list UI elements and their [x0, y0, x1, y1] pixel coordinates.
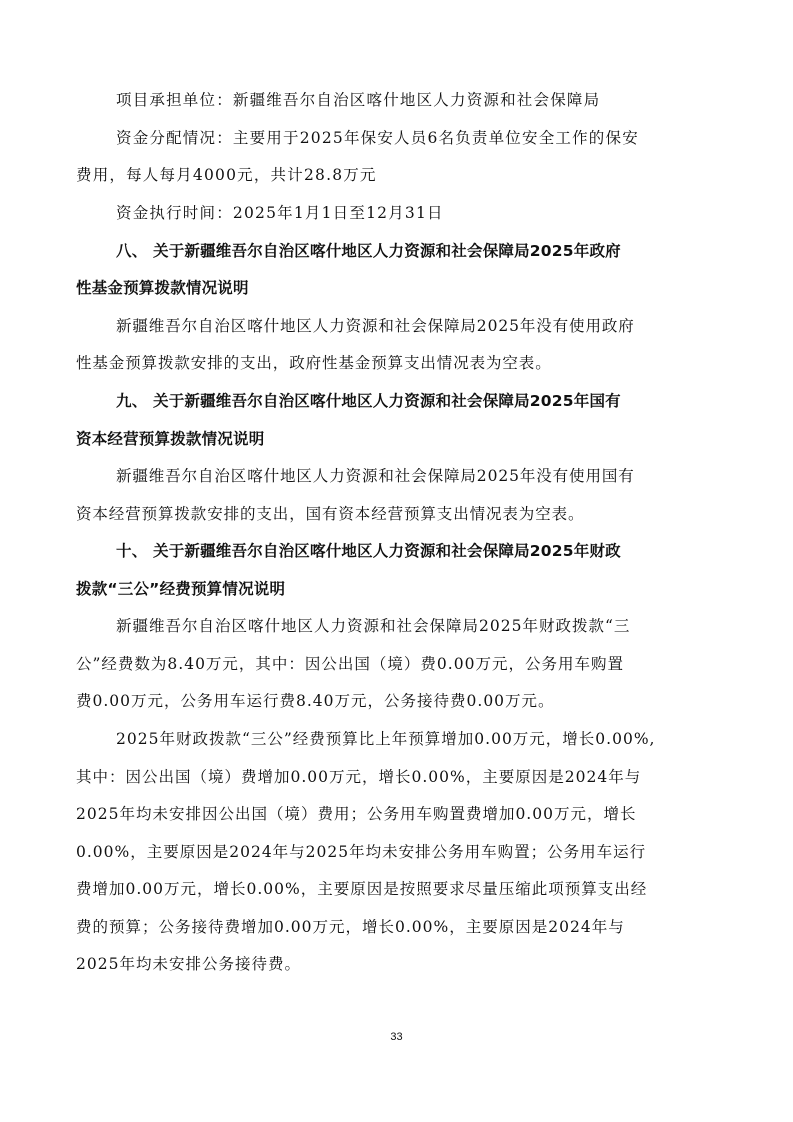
three-public-compare-cont-1: 其中：因公出国（境）费增加0.00万元，增长0.00%，主要原因是2024年与 [76, 768, 642, 786]
section-9-body: 新疆维吾尔自治区喀什地区人力资源和社会保障局2025年没有使用国有 [116, 467, 635, 485]
section-8-body-cont: 性基金预算拨款安排的支出，政府性基金预算支出情况表为空表。 [76, 354, 552, 372]
section-10-body-cont-2: 费0.00万元，公务用车运行费8.40万元，公务接待费0.00万元。 [76, 692, 555, 710]
three-public-compare-cont-2: 2025年均未安排因公出国（境）费用；公务用车购置费增加0.00万元，增长 [76, 805, 637, 823]
section-8-body: 新疆维吾尔自治区喀什地区人力资源和社会保障局2025年没有使用政府 [116, 317, 635, 335]
three-public-compare-line: 2025年财政拨款“三公”经费预算比上年预算增加0.00万元，增长0.00%, [116, 730, 656, 748]
section-8-heading-cont: 性基金预算拨款情况说明 [76, 279, 249, 297]
section-10-body-cont-1: 公”经费数为8.40万元，其中：因公出国（境）费0.00万元，公务用车购置 [76, 655, 624, 673]
section-8-heading: 八、 关于新疆维吾尔自治区喀什地区人力资源和社会保障局2025年政府 [116, 242, 621, 260]
section-9-body-cont: 资本经营预算拨款安排的支出，国有资本经营预算支出情况表为空表。 [76, 505, 585, 523]
fund-allocation-line: 资金分配情况：主要用于2025年保安人员6名负责单位安全工作的保安 [116, 129, 639, 147]
section-10-body: 新疆维吾尔自治区喀什地区人力资源和社会保障局2025年财政拨款“三 [116, 617, 631, 635]
fund-allocation-line-cont: 费用，每人每月4000元，共计28.8万元 [76, 166, 377, 184]
page-number: 33 [390, 1031, 403, 1043]
three-public-compare-cont-3: 0.00%，主要原因是2024年与2025年均未安排公务用车购置；公务用车运行 [76, 843, 647, 861]
fund-execution-time-line: 资金执行时间：2025年1月1日至12月31日 [116, 204, 444, 222]
section-10-heading: 十、 关于新疆维吾尔自治区喀什地区人力资源和社会保障局2025年财政 [116, 542, 621, 560]
three-public-compare-cont-4: 费增加0.00万元，增长0.00%，主要原因是按照要求尽量压缩此项预算支出经 [76, 880, 648, 898]
three-public-compare-cont-6: 2025年均未安排公务接待费。 [76, 955, 301, 973]
section-9-heading-cont: 资本经营预算拨款情况说明 [76, 430, 265, 448]
project-unit-line: 项目承担单位：新疆维吾尔自治区喀什地区人力资源和社会保障局 [116, 91, 601, 109]
section-9-heading: 九、 关于新疆维吾尔自治区喀什地区人力资源和社会保障局2025年国有 [116, 392, 621, 410]
three-public-compare-cont-5: 费的预算；公务接待费增加0.00万元，增长0.00%，主要原因是2024年与 [76, 918, 625, 936]
section-10-heading-cont: 拨款“三公”经费预算情况说明 [76, 580, 286, 598]
